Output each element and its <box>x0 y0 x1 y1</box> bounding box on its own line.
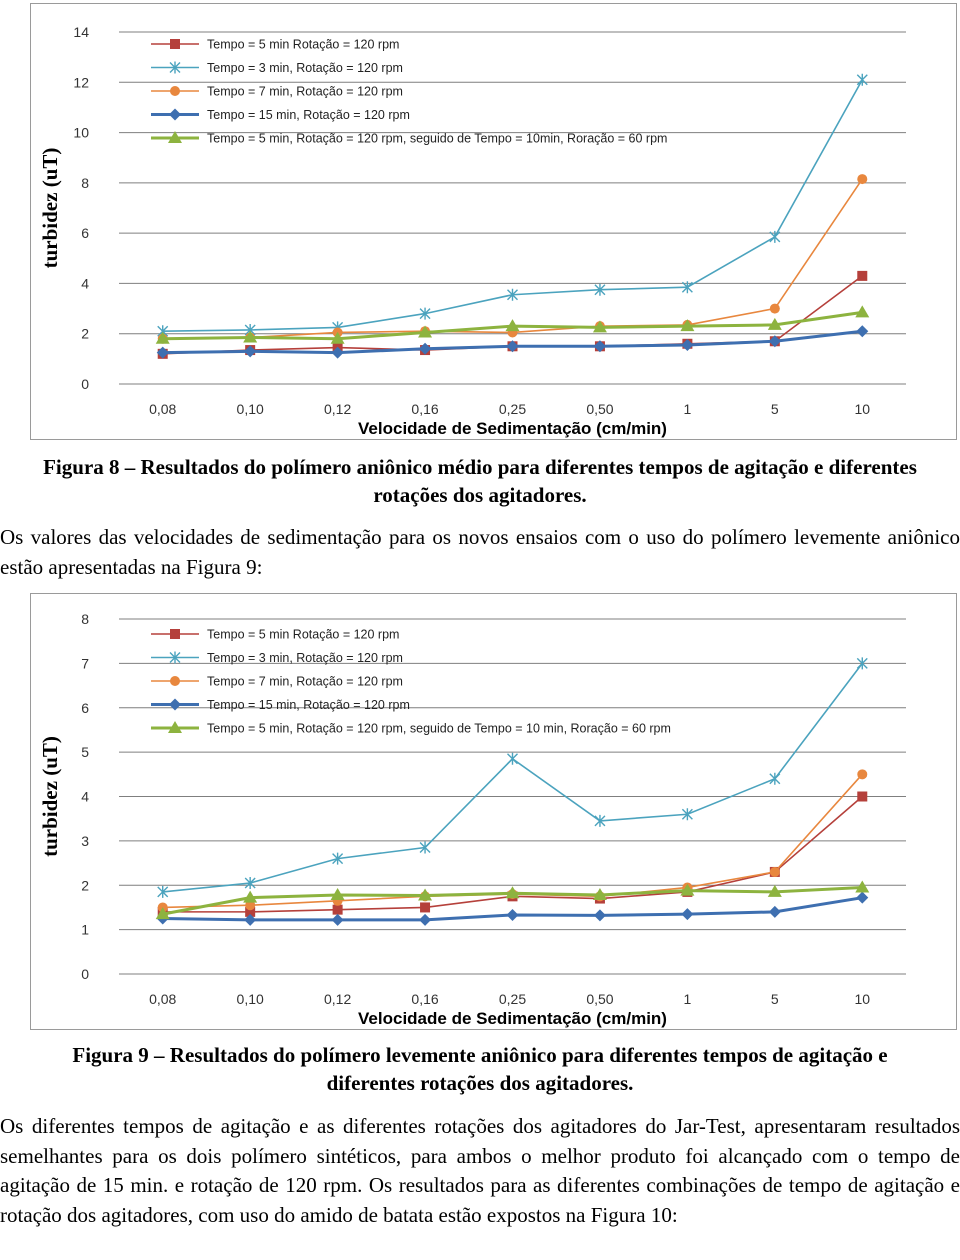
legend-label: Tempo = 7 min, Rotação = 120 rpm <box>207 84 403 99</box>
x-tick-label: 5 <box>770 401 779 417</box>
legend-marker <box>170 39 180 49</box>
x-tick-label: 10 <box>854 991 871 1007</box>
series-2 <box>158 657 868 898</box>
y-tick-label: 2 <box>81 325 89 342</box>
x-tick-label: 0,16 <box>411 991 439 1007</box>
data-point <box>681 908 693 920</box>
data-point <box>594 909 606 921</box>
data-point <box>333 905 343 915</box>
data-point <box>857 792 867 802</box>
x-tick-label: 0,10 <box>236 401 264 417</box>
x-tick-label: 0,50 <box>586 401 614 417</box>
series-line <box>163 179 863 339</box>
data-point <box>857 769 867 779</box>
figure-8-caption: Figura 8 – Resultados do polímero aniônico médio para diferentes tempos de agitação e diferentes rotações dos agitadores. <box>43 455 917 507</box>
series-3 <box>158 174 868 344</box>
data-point <box>856 892 868 904</box>
data-point <box>769 906 781 918</box>
legend-marker <box>169 109 181 121</box>
x-tick-label: 0,25 <box>498 991 527 1007</box>
legend-label: Tempo = 5 min, Rotação = 120 rpm, seguido de Tempo = 10 min, Roração = 60 rpm <box>207 721 671 736</box>
x-tick-label: 10 <box>854 401 871 417</box>
x-axis-label: Velocidade de Sedimentação (cm/min) <box>358 1009 667 1028</box>
y-axis-label: turbidez (uT) <box>38 147 62 269</box>
data-point <box>420 902 430 912</box>
data-point <box>770 231 780 243</box>
data-point <box>419 914 431 926</box>
legend-label: Tempo = 5 min Rotação = 120 rpm <box>207 37 400 52</box>
x-tick-label: 5 <box>770 991 779 1007</box>
legend-marker <box>170 86 180 96</box>
chart-8-svg <box>31 4 956 439</box>
data-point <box>857 271 867 281</box>
y-tick-label: 8 <box>81 174 89 191</box>
y-tick-label: 6 <box>81 699 89 716</box>
data-point <box>770 867 780 877</box>
figure-8-chart <box>30 3 957 440</box>
y-tick-label: 3 <box>81 832 89 849</box>
legend-label: Tempo = 3 min, Rotação = 120 rpm <box>207 651 403 665</box>
legend-label: Tempo = 3 min, Rotação = 120 rpm <box>207 61 403 75</box>
x-tick-label: 0,12 <box>323 401 352 417</box>
data-point <box>332 914 344 926</box>
y-tick-label: 2 <box>81 877 89 894</box>
x-tick-label: 0,08 <box>149 991 177 1007</box>
y-tick-label: 14 <box>73 24 89 40</box>
legend-label: Tempo = 7 min, Rotação = 120 rpm <box>207 674 403 689</box>
x-tick-label: 0,16 <box>411 401 439 417</box>
x-tick-label: 0,12 <box>323 991 352 1007</box>
data-point <box>508 753 518 765</box>
data-point <box>507 909 519 921</box>
legend-label: Tempo = 5 min, Rotação = 120 rpm, seguido de Tempo = 10min, Roração = 60 rpm <box>207 131 668 146</box>
legend-marker <box>170 629 180 639</box>
x-tick-label: 0,25 <box>498 401 527 417</box>
x-tick-label: 1 <box>683 401 692 417</box>
y-tick-label: 10 <box>73 124 89 141</box>
x-tick-label: 0,10 <box>236 991 264 1007</box>
y-tick-label: 0 <box>81 966 89 982</box>
data-point <box>855 305 869 317</box>
legend-label: Tempo = 5 min Rotação = 120 rpm <box>207 627 400 642</box>
data-point <box>770 304 780 314</box>
paragraph-conclusion: Os diferentes tempos de agitação e as diferentes rotações dos agitadores do Jar-Test, apresentaram resultados semelhantes para os dois polímero sintéticos, para ambos o melhor produto foi alcançado com o tempo de agitação de 15 min. e rotação de 120 rpm. Os resultados para as diferentes combinações de tempo de agitação e rotação dos agitadores, com uso do amido de batata estão expostos na Figura 10: <box>0 1114 960 1227</box>
legend-marker <box>170 676 180 686</box>
y-tick-label: 5 <box>81 744 89 761</box>
y-tick-label: 4 <box>81 788 89 805</box>
data-point <box>857 174 867 184</box>
figure-9-caption: Figura 9 – Resultados do polímero levemente aniônico para diferentes tempos de agitação e diferentes rotações dos agitadores. <box>72 1043 888 1095</box>
y-tick-label: 4 <box>81 275 89 292</box>
x-axis-label: Velocidade de Sedimentação (cm/min) <box>358 419 667 438</box>
y-tick-label: 1 <box>81 921 89 938</box>
data-point <box>770 773 780 785</box>
y-tick-label: 7 <box>81 655 89 672</box>
y-tick-label: 6 <box>81 225 89 242</box>
x-tick-label: 0,08 <box>149 401 177 417</box>
y-tick-label: 0 <box>81 376 89 392</box>
chart-9-svg <box>31 594 956 1029</box>
y-axis-label: turbidez (uT) <box>38 736 62 857</box>
legend-marker <box>169 699 181 711</box>
legend-label: Tempo = 15 min, Rotação = 120 rpm <box>207 108 410 122</box>
figure-9-chart <box>30 593 957 1030</box>
y-tick-label: 8 <box>81 611 89 627</box>
y-tick-label: 12 <box>73 74 89 91</box>
paragraph-intro-figure-9: Os valores das velocidades de sedimentação para os novos ensaios com o uso do polímero levemente aniônico estão apresentadas na Figura 9: <box>0 525 960 579</box>
data-point <box>857 74 867 86</box>
x-tick-label: 0,50 <box>586 991 614 1007</box>
legend-label: Tempo = 15 min, Rotação = 120 rpm <box>207 698 410 712</box>
x-tick-label: 1 <box>683 991 692 1007</box>
data-point <box>856 325 868 337</box>
